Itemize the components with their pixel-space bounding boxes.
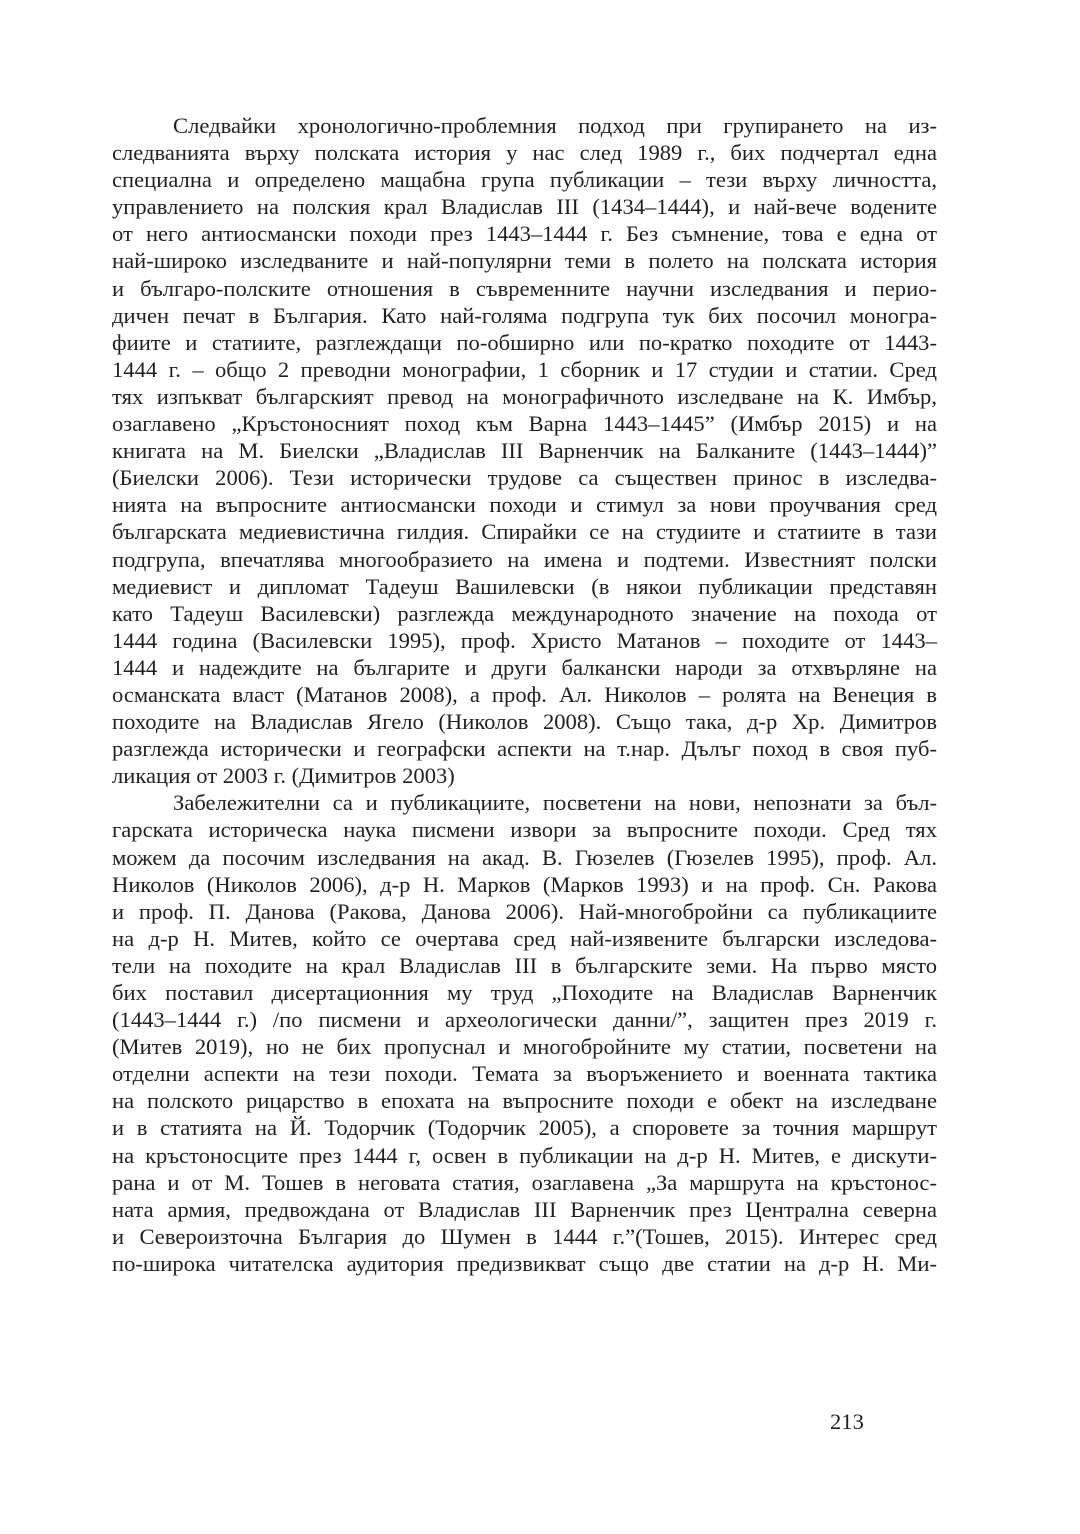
paragraph-1-line-4: управлението на полския крал Владислав III (1434–1444), и най-вече водените	[112, 194, 937, 220]
paragraph-1-line-11: тях изпъкват българският превод на монографичното изследване на К. Имбър,	[112, 383, 937, 409]
paragraph-1-line-6: най-широко изследваните и най-популярни теми в полето на полската история	[112, 248, 937, 274]
page-number: 213	[830, 1409, 864, 1434]
paragraph-2-line-1: Забележителни са и публикациите, посветени на нови, непознати за бъл-	[173, 790, 937, 816]
paragraph-1-line-21: 1444 и надеждите на българите и други балкански народи за отхвърляне на	[112, 654, 937, 680]
paragraph-2-line-5: и проф. П. Данова (Ракова, Данова 2006). Най-многобройни са публикациите	[112, 898, 937, 924]
paragraph-1-line-3: специална и определено мащабна група публикации – тези върху личността,	[112, 167, 937, 193]
paragraph-1-line-24: разглежда исторически и географски аспекти на т.нар. Дълъг поход в своя пуб-	[112, 736, 937, 762]
paragraph-2-line-16: ната армия, предвождана от Владислав III Варненчик през Централна северна	[112, 1196, 937, 1222]
paragraph-1-line-2: следванията върху полската история у нас след 1989 г., бих подчертал една	[112, 140, 937, 166]
paragraph-1-line-9: фиите и статиите, разглеждащи по-обширно или по-кратко походите от 1443-	[112, 329, 937, 355]
paragraph-1-line-13: книгата на М. Биелски „Владислав III Варненчик на Балканите (1443–1444)”	[112, 438, 937, 464]
paragraph-2-line-8: бих поставил дисертационния му труд „Походите на Владислав Варненчик	[112, 980, 937, 1005]
paragraph-1-line-5: от него антиосмански походи през 1443–1444 г. Без съмнение, това е една от	[112, 221, 937, 247]
paragraph-2-line-15: рана и от М. Тошев в неговата статия, озаглавена „За маршрута на кръстонос-	[112, 1169, 937, 1195]
paragraph-2-line-13: и в статията на Й. Тодорчик (Тодорчик 2005), а споровете за точния маршрут	[112, 1115, 937, 1141]
paragraph-2-line-12: на полското рицарство в епохата на въпросните походи е обект на изследване	[112, 1088, 937, 1114]
paragraph-2-line-6: на д-р Н. Митев, който се очертава сред най-изявените български изследова-	[112, 925, 937, 951]
paragraph-1-line-10: 1444 г. – общо 2 преводни монографии, 1 сборник и 17 студии и статии. Сред	[112, 356, 937, 382]
paragraph-2-line-14: на кръстоносците през 1444 г, освен в публикации на д-р Н. Митев, е дискути-	[112, 1142, 937, 1168]
paragraph-2-line-2: гарската историческа наука писмени извори за въпросните походи. Сред тях	[112, 817, 937, 843]
paragraph-2-line-3: можем да посочим изследвания на акад. В. Гюзелев (Гюзелев 1995), проф. Ал.	[112, 844, 937, 870]
paragraph-1-line-17: подгрупа, впечатлява многообразието на имена и подтеми. Известният полски	[112, 546, 937, 572]
body-text	[112, 112, 937, 1277]
paragraph-2-line-9: (1443–1444 г.) /по писмени и археологически данни/”, защитен през 2019 г.	[112, 1007, 937, 1033]
paragraph-2-line-4: Николов (Николов 2006), д-р Н. Марков (Марков 1993) и на проф. Сн. Ракова	[112, 871, 937, 897]
paragraph-2-line-18: по-широка читателска аудитория предизвикват също две статии на д-р Н. Ми-	[112, 1250, 937, 1276]
paragraph-1-line-18: медиевист и дипломат Тадеуш Вашилевски (в някои публикации представян	[112, 573, 937, 599]
paragraph-2-line-10: (Митев 2019), но не бих пропуснал и многобройните му статии, посветени на	[112, 1034, 937, 1060]
paragraph-1-line-1: Следвайки хронологично-проблемния подход при групирането на из-	[173, 113, 937, 138]
paragraph-1-line-14: (Биелски 2006). Тези исторически трудове са съществен принос в изследва-	[112, 465, 937, 491]
paragraph-1-line-15: нията на въпросните антиосмански походи и стимул за нови проучвания сред	[112, 492, 937, 518]
paragraph-1-line-7: и българо-полските отношения в съвременните научни изследвания и перио-	[112, 275, 937, 301]
paragraph-1-line-23: походите на Владислав Ягело (Николов 2008). Също така, д-р Хр. Димитров	[112, 709, 937, 735]
paragraph-2-line-7: тели на походите на крал Владислав III в българските земи. На първо място	[112, 952, 937, 978]
paragraph-1-line-16: българската медиевистична гилдия. Спирайки се на студиите и статиите в тази	[112, 519, 937, 545]
paragraph-1-line-12: озаглавено „Кръстоносният поход към Варна 1443–1445” (Имбър 2015) и на	[112, 411, 937, 437]
paragraph-2-line-11: отделни аспекти на тези походи. Темата за въоръжението и военната тактика	[112, 1061, 937, 1087]
paragraph-1-line-19: като Тадеуш Василевски) разглежда международното значение на похода от	[112, 600, 937, 626]
paragraph-1-line-25: ликация от 2003 г. (Димитров 2003)	[112, 763, 455, 789]
paragraph-2-line-17: и Североизточна България до Шумен в 1444 г.”(Тошев, 2015). Интерес сред	[112, 1223, 937, 1249]
paragraph-1-line-20: 1444 година (Василевски 1995), проф. Христо Матанов – походите от 1443–	[112, 627, 937, 653]
paragraph-1-line-22: османската власт (Матанов 2008), а проф. Ал. Николов – ролята на Венеция в	[112, 681, 937, 707]
paragraph-1-line-8: дичен печат в България. Като най-голяма подгрупа тук бих посочил моногра-	[112, 302, 937, 328]
